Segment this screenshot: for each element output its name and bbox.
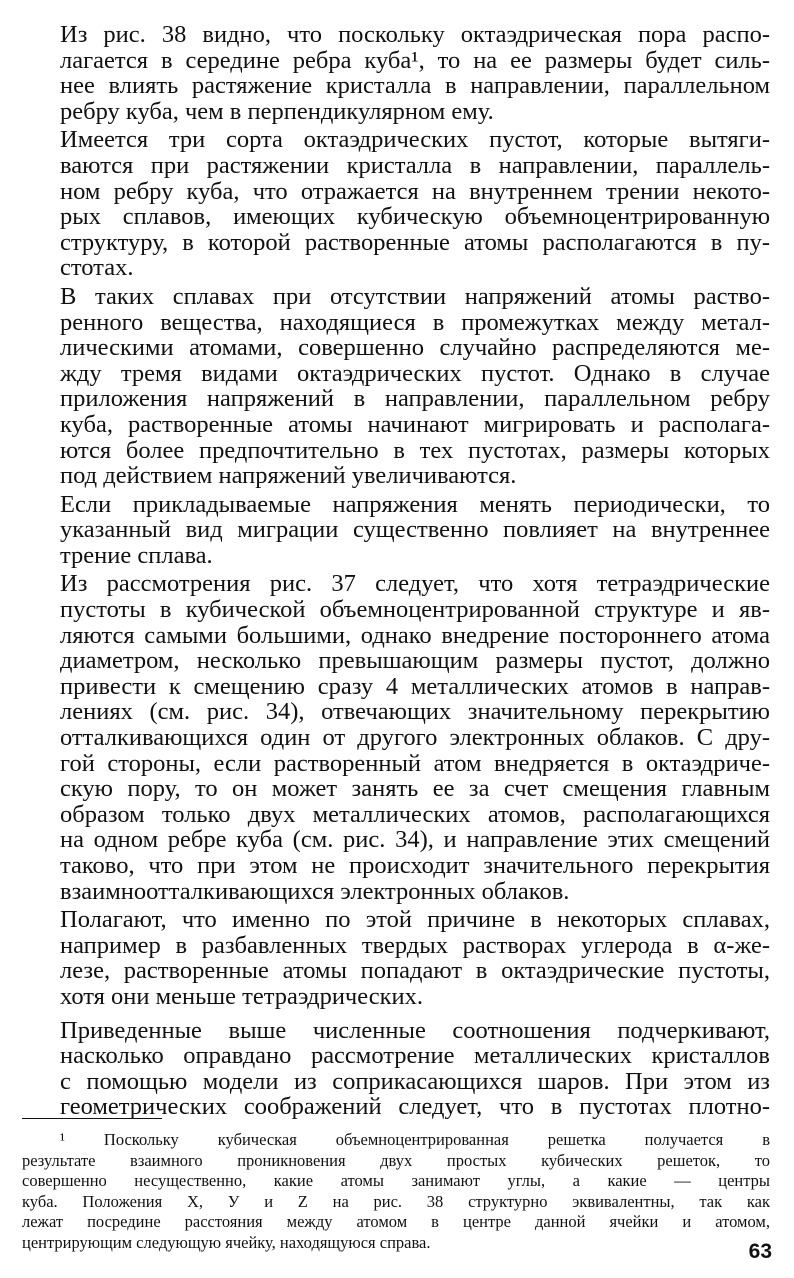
text-line: жду тремя видами октаэдрических пустот. Однако в случае xyxy=(60,359,770,387)
text-line: ренного вещества, находящиеся в промежутках между метал- xyxy=(60,308,770,336)
text-line: с помощью модели из соприкасающихся шаров. При этом из xyxy=(60,1067,770,1095)
text-line: диаметром, несколько превышающим размеры пустот, должно xyxy=(60,647,770,675)
text-line: В таких сплавах при отсутствии напряжений атомы раство- xyxy=(60,282,770,310)
text-line: ются более предпочтительно в тех пустотах, размеры которых xyxy=(60,436,770,464)
text-line: Если прикладываемые напряжения менять периодически, то xyxy=(60,490,770,518)
text-line: приложения напряжений в направлении, параллельном ребру xyxy=(60,385,770,413)
text-line: Полагают, что именно по этой причине в некоторых сплавах, xyxy=(60,906,770,934)
footnote xyxy=(22,1130,770,1254)
main-text xyxy=(22,22,770,1123)
text-line: лезе, растворенные атомы попадают в октаэдрические пустоты, xyxy=(60,957,770,985)
text-line: лагается в середине ребра куба¹, то на ее размеры будет силь- xyxy=(60,46,770,74)
text-line: привести к смещению сразу 4 металлических атомов в направ- xyxy=(60,672,770,700)
text-line: под действием напряжений увеличиваются. xyxy=(60,462,517,490)
paragraph-6 xyxy=(22,907,770,1009)
footnote-line: центрирующим следующую ячейку, находящуюся справа. xyxy=(22,1232,431,1252)
text-line: геометрических соображений следует, что в пустотах плотно- xyxy=(60,1093,770,1121)
text-line: образом только двух металлических атомов, располагающихся xyxy=(60,800,770,828)
text-line: нее влиять растяжение кристалла в направлении, параллельном xyxy=(60,72,770,100)
footnote-line: куба. Положения X, У и Z на рис. 38 структурно эквивалентны, так как xyxy=(22,1191,770,1211)
paragraph-7 xyxy=(22,1018,770,1120)
text-line: указанный вид миграции существенно повлияет на внутреннее xyxy=(60,516,770,544)
text-line: ном ребру куба, что отражается на внутреннем трении некото- xyxy=(60,177,770,205)
text-line: рых сплавов, имеющих кубическую объемноцентрированную xyxy=(60,203,770,231)
paragraph-5 xyxy=(22,571,770,904)
text-line: куба, растворенные атомы начинают мигрировать и располага- xyxy=(60,410,770,438)
text-line: взаимноотталкивающихся электронных облаков. xyxy=(60,877,570,905)
text-line: таково, что при этом не происходит значительного перекрытия xyxy=(60,852,770,879)
text-line: отталкивающихся один от другого электронных облаков. С дру- xyxy=(60,724,770,752)
paragraph-2 xyxy=(22,127,770,281)
text-line: Из рис. 38 видно, что поскольку октаэдрическая пора распо- xyxy=(60,21,770,48)
footnote-line: результате взаимного проникновения двух простых кубических решеток, то xyxy=(22,1150,770,1170)
text-line: насколько оправдано рассмотрение металлических кристаллов xyxy=(60,1042,770,1070)
page-number: 63 xyxy=(748,1240,772,1263)
paragraph-1 xyxy=(22,22,770,124)
footnote-line: совершенно несущественно, какие атомы занимают углы, а какие — центры xyxy=(22,1171,770,1191)
text-line: трение сплава. xyxy=(60,541,213,569)
text-line: скую пору, то он может занять ее за счет смещения главным xyxy=(60,775,770,803)
paragraph-3 xyxy=(22,284,770,489)
text-line: Из рассмотрения рис. 37 следует, что хотя тетраэдрические xyxy=(60,570,770,598)
paragraph-4 xyxy=(22,492,770,569)
text-line: ляются самыми большими, однако внедрение постороннего атома xyxy=(60,621,770,649)
text-line: лениях (см. рис. 34), отвечающих значительному перекрытию xyxy=(60,698,770,726)
text-line: стотах. xyxy=(60,254,134,282)
text-line: ребру куба, чем в перпендикулярном ему. xyxy=(60,97,494,125)
text-line: пустоты в кубической объемноцентрированной структуре и яв- xyxy=(60,596,770,624)
footnote-line: ¹ Поскольку кубическая объемноцентрированная решетка получается в xyxy=(60,1130,770,1149)
text-line: ваются при растяжении кристалла в направлении, параллель- xyxy=(60,151,770,179)
text-line: хотя они меньше тетраэдрических. xyxy=(60,982,424,1010)
text-line: Приведенные выше численные соотношения подчеркивают, xyxy=(60,1016,770,1044)
footnote-divider xyxy=(22,1118,162,1119)
text-line: лическими атомами, совершенно случайно распределяются ме- xyxy=(60,334,770,362)
footnote-line: лежат посредине расстояния между атомом в центре данной ячейки и атомом, xyxy=(22,1212,770,1232)
text-line: гой стороны, если растворенный атом внедряется в октаэдриче- xyxy=(60,749,770,777)
text-line: на одном ребре куба (см. рис. 34), и направление этих смещений xyxy=(60,826,770,854)
text-line: Имеется три сорта октаэдрических пустот, которые вытяги- xyxy=(60,126,770,154)
text-line: структуру, в которой растворенные атомы располагаются в пу- xyxy=(60,228,770,256)
text-line: например в разбавленных твердых растворах углерода в α-же- xyxy=(60,931,770,959)
